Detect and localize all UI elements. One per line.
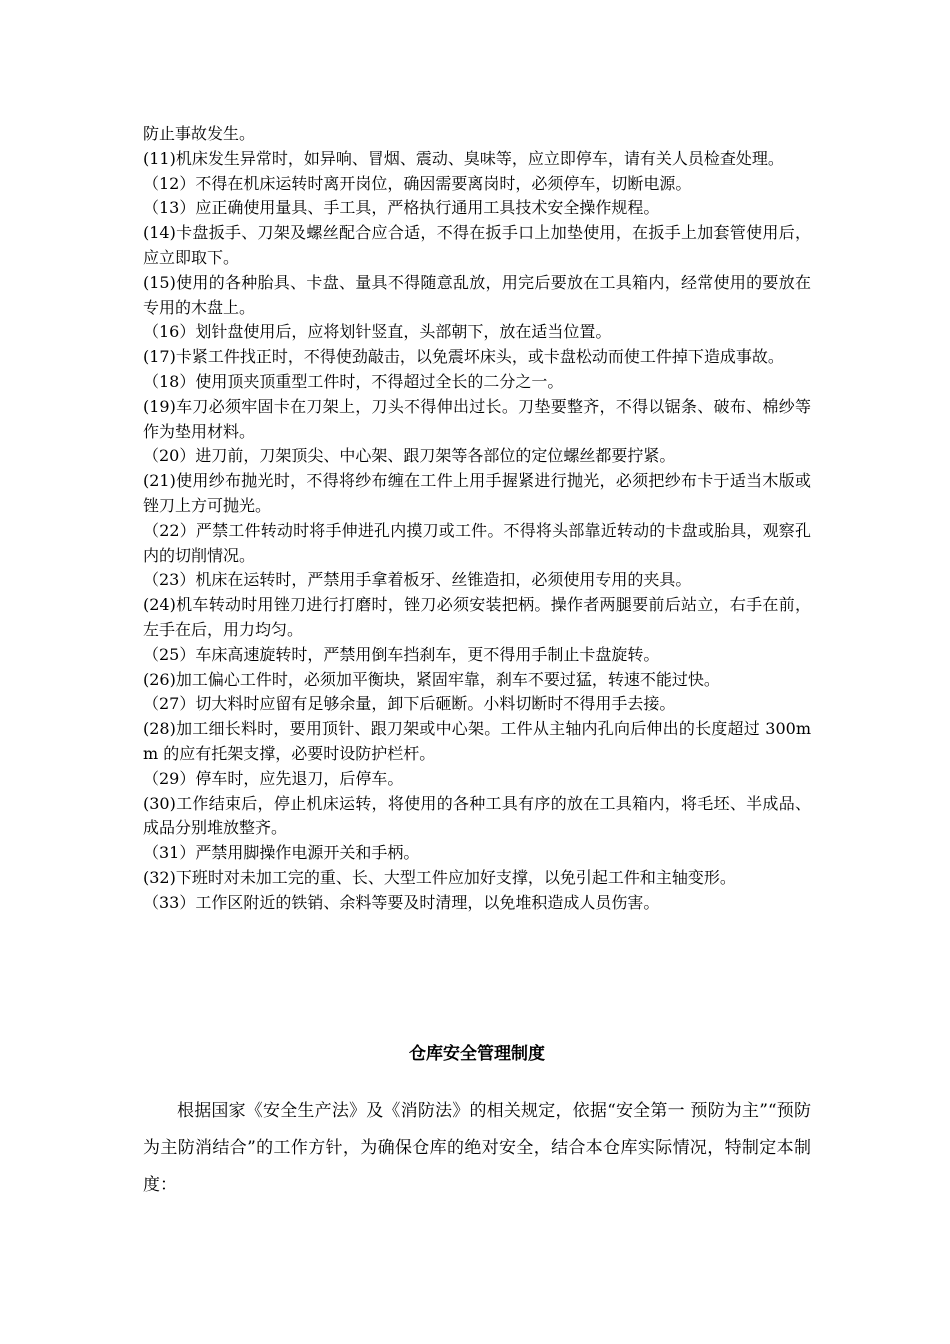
rule-item: (28)加工细长料时，要用顶针、跟刀架或中心架。工件从主轴内孔向后伸出的长度超过 300mm 的应有托架支撑，必要时设防护栏杆。	[143, 719, 811, 763]
rule-item: (15)使用的各种胎具、卡盘、量具不得随意乱放，用完后要放在工具箱内，经常使用的要放在专用的木盘上。	[143, 272, 811, 317]
rule-item: （22）严禁工件转动时将手伸进孔内摸刀或工件。不得将头部靠近转动的卡盘或胎具，观察孔内的切削情况。	[143, 520, 811, 565]
rule-item: （12）不得在机床运转时离开岗位，确因需要离岗时，必须停车，切断电源。	[143, 173, 692, 193]
rule-item: （18）使用顶夹顶重型工件时，不得超过全长的二分之一。	[143, 371, 564, 391]
rule-item: （27）切大料时应留有足够余量，卸下后砸断。小料切断时不得用手去接。	[143, 694, 676, 714]
rule-item: (30)工作结束后，停止机床运转，将使用的各种工具有序的放在工具箱内，将毛坯、半成品、成品分别堆放整齐。	[143, 793, 811, 838]
rule-item: (19)车刀必须牢固卡在刀架上，刀头不得伸出过长。刀垫要整齐，不得以锯条、破布、棉纱等作为垫用材料。	[143, 396, 811, 441]
rule-item: (11)机床发生异常时，如异响、冒烟、震动、臭味等，应立即停车，请有关人员检查处理。	[143, 148, 784, 168]
rule-item: （31）严禁用脚操作电源开关和手柄。	[143, 843, 420, 863]
rule-item: (24)机车转动时用锉刀进行打磨时，锉刀必须安装把柄。操作者两腿要前后站立，右手在前，左手在后，用力均匀。	[143, 595, 811, 639]
rule-item: （13）应正确使用量具、手工具，严格执行通用工具技术安全操作规程。	[143, 198, 660, 218]
rule-item: （20）进刀前，刀架顶尖、中心架、跟刀架等各部位的定位螺丝都要拧紧。	[143, 446, 676, 466]
rule-item: (14)卡盘扳手、刀架及螺丝配合应合适，不得在扳手口上加垫使用，在扳手上加套管使用后，应立即取下。	[143, 223, 811, 267]
rule-item: (21)使用纱布抛光时，不得将纱布缠在工件上用手握紧进行抛光，必须把纱布卡于适当木版或锉刀上方可抛光。	[143, 471, 811, 515]
rule-item: （33）工作区附近的铁销、余料等要及时清理，以免堆积造成人员伤害。	[143, 892, 660, 912]
rule-item: (26)加工偏心工件时，必须加平衡块，紧固牢靠，刹车不要过猛，转速不能过快。	[143, 669, 720, 689]
rules-list	[143, 122, 811, 916]
rule-item: （29）停车时，应先退刀，后停车。	[143, 768, 404, 788]
section-intro: 根据国家《安全生产法》及《消防法》的相关规定，依据“安全第一 预防为主”“预防为主防消结合”的工作方针，为确保仓库的绝对安全，结合本仓库实际情况，特制定本制度：	[143, 1101, 811, 1195]
rule-item: （16）划针盘使用后，应将划针竖直，头部朝下，放在适当位置。	[143, 322, 612, 342]
rule-item: （25）车床高速旋转时，严禁用倒车挡刹车，更不得用手制止卡盘旋转。	[143, 644, 660, 664]
rule-item: 防止事故发生。	[143, 124, 256, 143]
rule-item: （23）机床在运转时，严禁用手拿着板牙、丝锥造扣，必须使用专用的夹具。	[143, 570, 692, 590]
section-title: 仓库安全管理制度	[409, 1044, 545, 1064]
rule-item: (32)下班时对未加工完的重、长、大型工件应加好支撑，以免引起工件和主轴变形。	[143, 867, 736, 887]
rule-item: (17)卡紧工件找正时，不得使劲敲击，以免震坏床头，或卡盘松动而使工件掉下造成事故。	[143, 347, 784, 367]
